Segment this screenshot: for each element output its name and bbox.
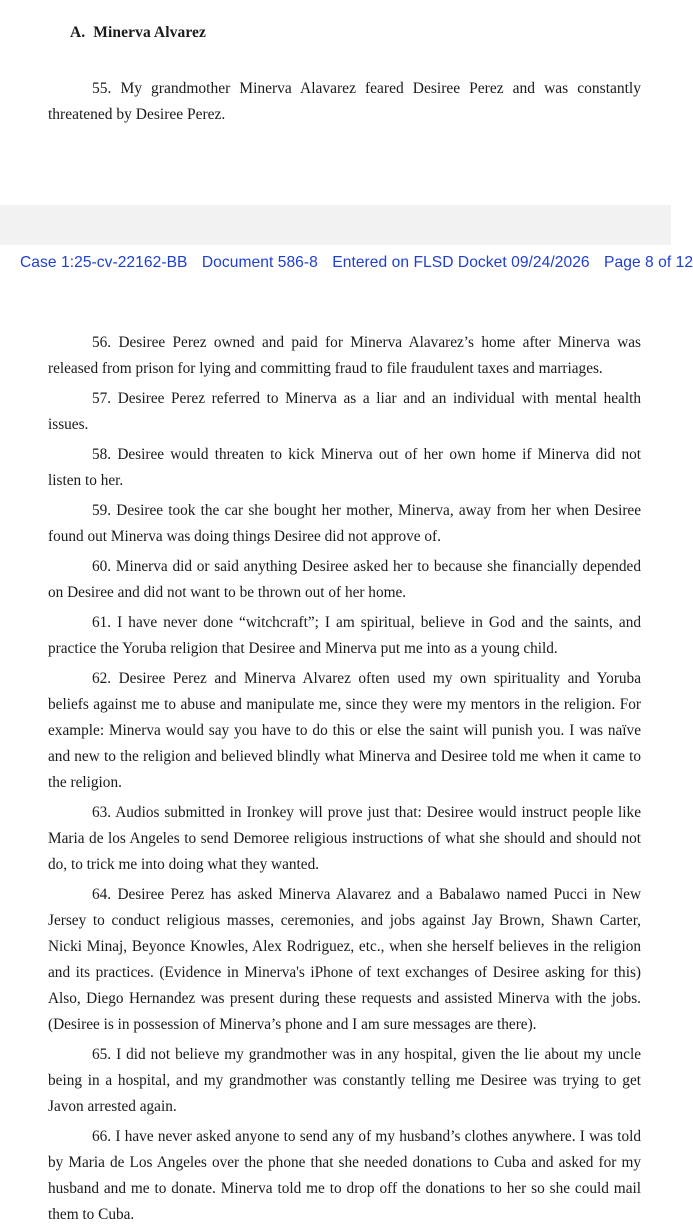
- section-title: Minerva Alvarez: [93, 24, 206, 41]
- paragraph-62: 62. Desiree Perez and Minerva Alvarez often used my own spirituality and Yoruba beliefs against me to abuse and manipulate me, since they were my mentors in the religion. For example: Minerva would say you have to do this or else the saint will punish you. I was naïve and new to the religion and believed blindly what Minerva and Desiree told me when it came to the religion.: [48, 670, 641, 791]
- page-separator: [0, 205, 671, 245]
- paragraph-64: 64. Desiree Perez has asked Minerva Alavarez and a Babalawo named Pucci in New Jersey to conduct religious masses, ceremonies, and jobs against Jay Brown, Shawn Carter, Nicki Minaj, Beyonce Knowles, Alex Rodriguez, etc., when she herself believes in the religion and its practices. (Evidence in Minerva's iPhone of text exchanges of Desiree asking for this) Also, Diego Hernandez was present during these requests and assisted Minerva with the jobs. (Desiree is in possession of Minerva’s phone and I am sure messages are there).: [48, 886, 641, 1033]
- document-body: [48, 330, 641, 1232]
- paragraph-60: 60. Minerva did or said anything Desiree asked her to because she financially depended on Desiree and did not want to be thrown out of her home.: [48, 558, 641, 601]
- docket-entry: Entered on FLSD Docket 09/24/2026: [332, 254, 590, 271]
- paragraph-55: 55. My grandmother Minerva Alavarez feared Desiree Perez and was constantly threatened by Desiree Perez.: [48, 80, 641, 123]
- section-heading: [70, 24, 206, 42]
- paragraph-57: 57. Desiree Perez referred to Minerva as a liar and an individual with mental health issues.: [48, 390, 641, 433]
- paragraph-66: 66. I have never asked anyone to send any of my husband’s clothes anywhere. I was told by Maria de Los Angeles over the phone that she needed donations to Cuba and asked for my husband and me to donate. Minerva told me to drop off the donations to her so she could mail them to Cuba.: [48, 1128, 641, 1223]
- paragraph-59: 59. Desiree took the car she bought her mother, Minerva, away from her when Desiree found out Minerva was doing things Desiree did not approve of.: [48, 502, 641, 545]
- case-number: Case 1:25-cv-22162-BB: [20, 254, 188, 271]
- paragraph-65: 65. I did not believe my grandmother was in any hospital, given the lie about my uncle being in a hospital, and my grandmother was constantly telling me Desiree was trying to get Javon arrested again.: [48, 1046, 641, 1115]
- section-number: A.: [70, 24, 86, 41]
- paragraph-63: 63. Audios submitted in Ironkey will prove just that: Desiree would instruct people like Maria de los Angeles to send Demoree religious instructions of what she should and should not do, to trick me into doing what they wanted.: [48, 804, 641, 873]
- case-header: [20, 254, 693, 272]
- paragraph-58: 58. Desiree would threaten to kick Minerva out of her own home if Minerva did not listen to her.: [48, 446, 641, 489]
- document-number: Document 586-8: [201, 254, 318, 271]
- page-number: Page 8 of 12: [604, 254, 693, 271]
- paragraph-56: 56. Desiree Perez owned and paid for Minerva Alavarez’s home after Minerva was released from prison for lying and committing fraud to file fraudulent taxes and marriages.: [48, 334, 641, 377]
- paragraph-61: 61. I have never done “witchcraft”; I am spiritual, believe in God and the saints, and practice the Yoruba religion that Desiree and Minerva put me into as a young child.: [48, 614, 641, 657]
